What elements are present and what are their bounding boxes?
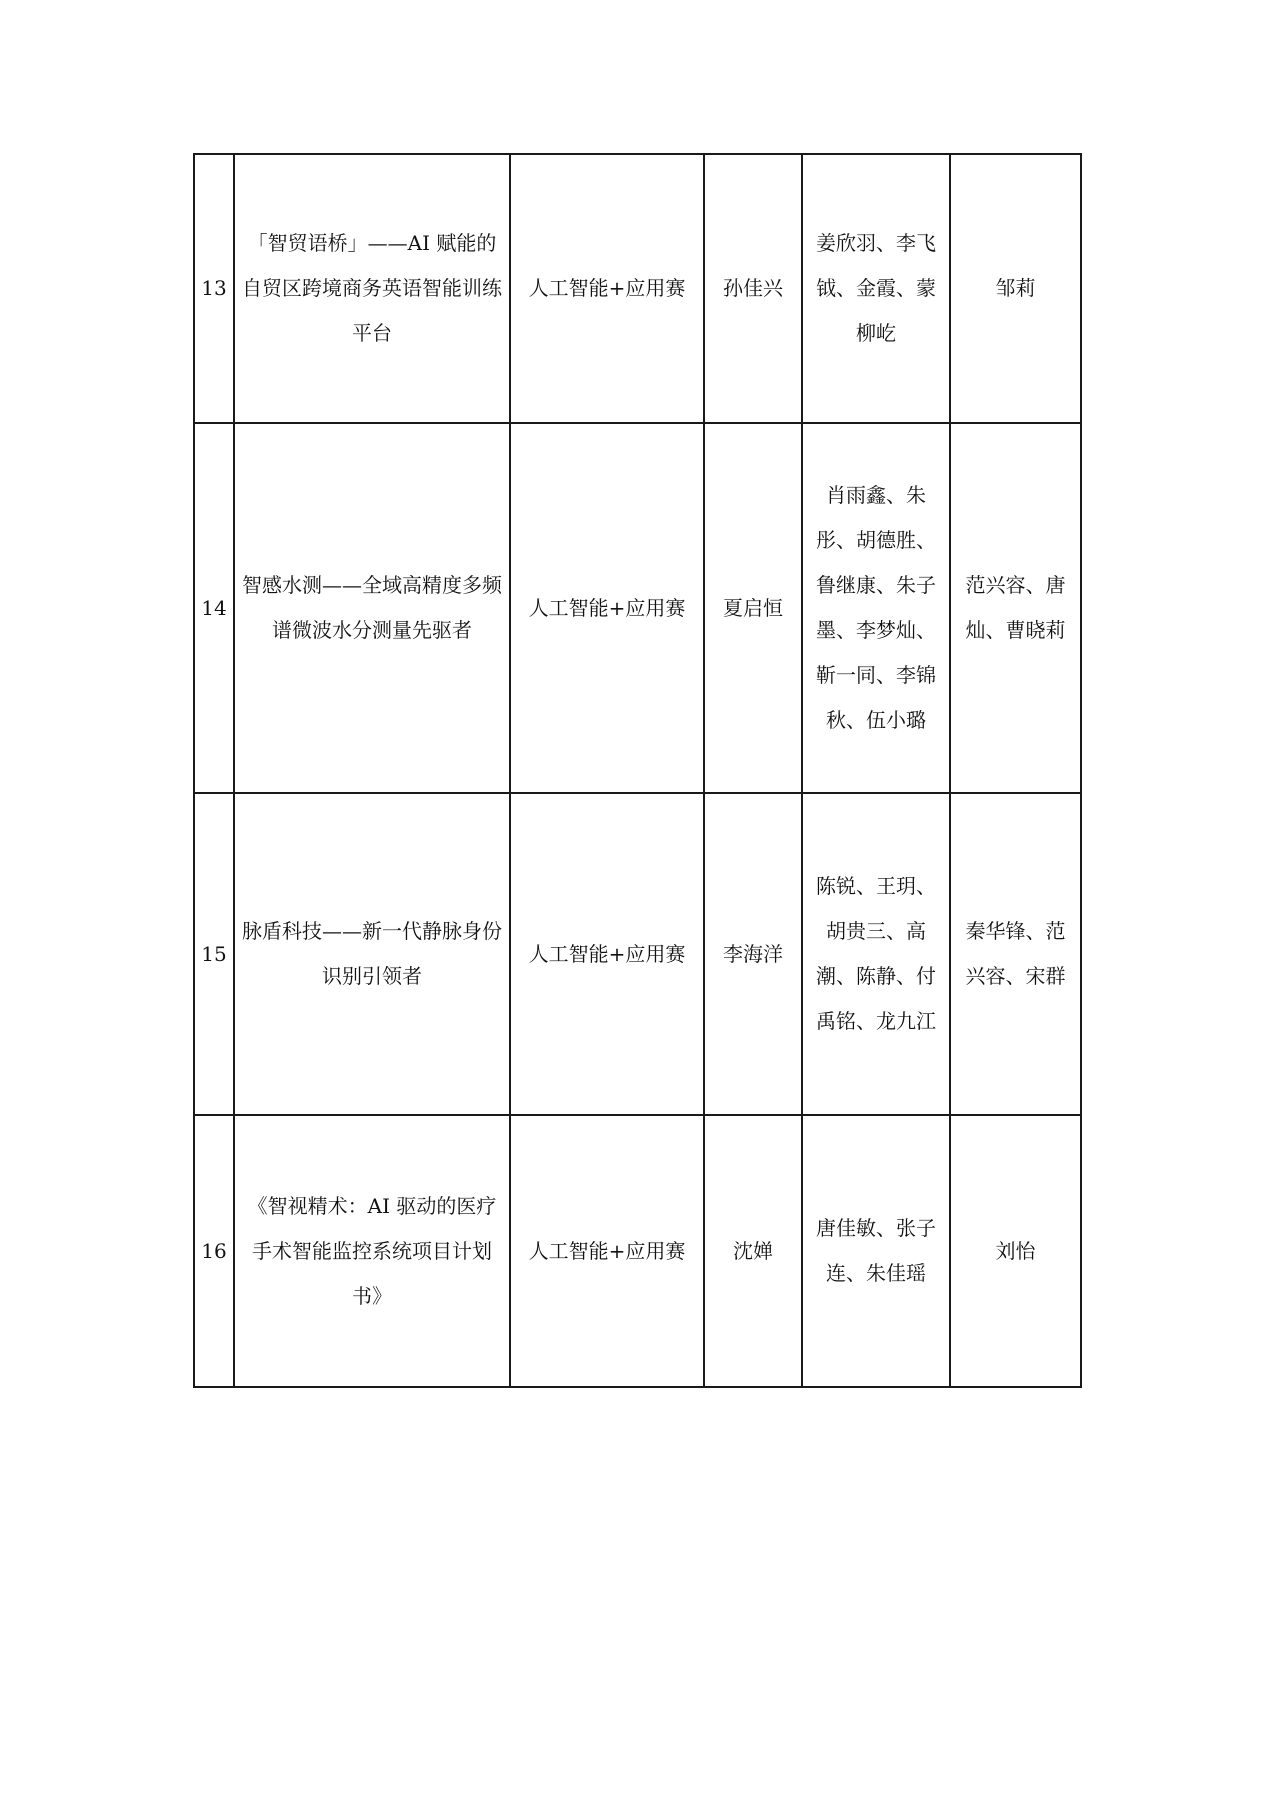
project-table	[193, 153, 1082, 1388]
row-number: 14	[194, 423, 234, 793]
table-row	[194, 1115, 1081, 1387]
table-row	[194, 423, 1081, 793]
team-members: 姜欣羽、李飞钺、金霞、蒙柳屹	[802, 154, 950, 423]
row-number: 15	[194, 793, 234, 1115]
advisor: 范兴容、唐灿、曹晓莉	[950, 423, 1081, 793]
project-title: 脉盾科技——新一代静脉身份识别引领者	[234, 793, 510, 1115]
advisor: 邹莉	[950, 154, 1081, 423]
team-leader: 夏启恒	[704, 423, 802, 793]
table-row	[194, 154, 1081, 423]
project-title: 「智贸语桥」——AI 赋能的自贸区跨境商务英语智能训练平台	[234, 154, 510, 423]
team-leader: 沈婵	[704, 1115, 802, 1387]
team-members: 陈锐、王玥、胡贵三、高潮、陈静、付禹铭、龙九江	[802, 793, 950, 1115]
team-leader: 孙佳兴	[704, 154, 802, 423]
advisor: 秦华锋、范兴容、宋群	[950, 793, 1081, 1115]
competition-category: 人工智能+应用赛	[510, 423, 704, 793]
team-leader: 李海洋	[704, 793, 802, 1115]
project-title: 智感水测——全域高精度多频谱微波水分测量先驱者	[234, 423, 510, 793]
competition-category: 人工智能+应用赛	[510, 793, 704, 1115]
competition-category: 人工智能+应用赛	[510, 1115, 704, 1387]
team-members: 肖雨鑫、朱彤、胡德胜、鲁继康、朱子墨、李梦灿、靳一同、李锦秋、伍小璐	[802, 423, 950, 793]
team-members: 唐佳敏、张子连、朱佳瑶	[802, 1115, 950, 1387]
advisor: 刘怡	[950, 1115, 1081, 1387]
row-number: 16	[194, 1115, 234, 1387]
project-title: 《智视精术：AI 驱动的医疗手术智能监控系统项目计划书》	[234, 1115, 510, 1387]
row-number: 13	[194, 154, 234, 423]
table-row	[194, 793, 1081, 1115]
competition-category: 人工智能+应用赛	[510, 154, 704, 423]
